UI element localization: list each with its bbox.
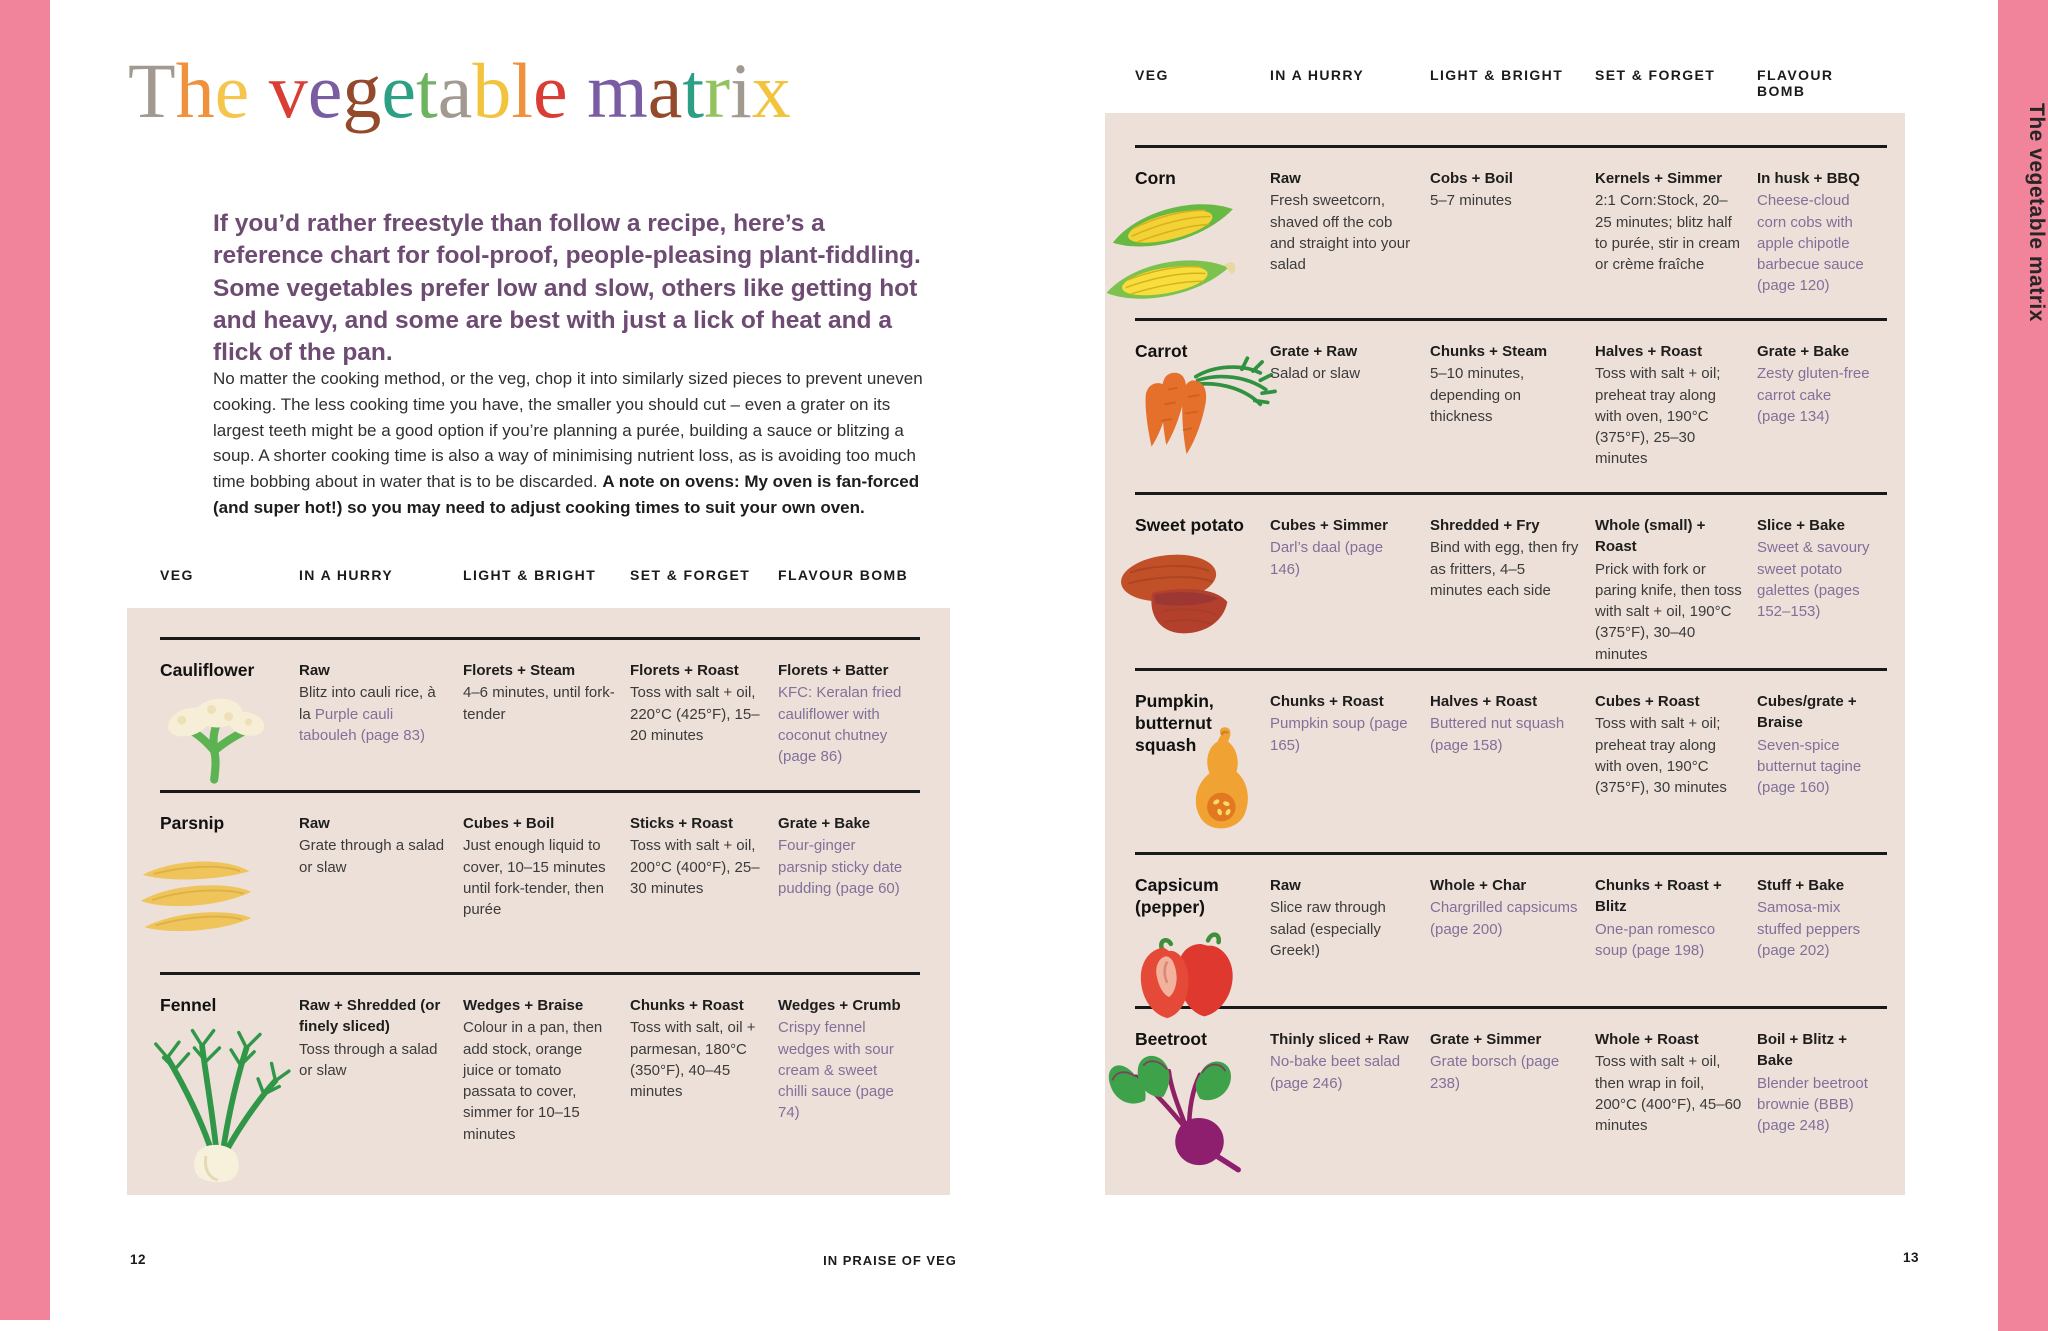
method-detail xyxy=(299,1039,449,1082)
method-label: Florets + Batter xyxy=(778,662,889,679)
veg-row-corn xyxy=(1135,145,1887,318)
method-cell xyxy=(1595,1029,1757,1195)
method-detail xyxy=(630,1017,764,1102)
cell-text: 5–10 minutes, depending on thickness xyxy=(1430,365,1525,425)
corn-illustration xyxy=(1107,194,1256,307)
method-label: Whole + Roast xyxy=(1595,1031,1699,1048)
method-label: Grate + Bake xyxy=(1757,343,1850,360)
left-spine-band xyxy=(0,0,50,1320)
method-label: Florets + Steam xyxy=(463,662,576,679)
method-cell xyxy=(630,995,778,1195)
oven-note-text: A note on ovens: My oven is fan-forced (and super hot!) so you may need to adjust cooking times to suit your own oven. xyxy=(213,472,920,518)
vertical-spread-title: The vegetable matrix xyxy=(2025,102,2048,322)
recipe-link[interactable]: Four-ginger parsnip sticky date pudding (page 60) xyxy=(778,837,903,897)
method-detail xyxy=(1595,1051,1743,1136)
method-detail xyxy=(1430,1051,1581,1094)
method-cell xyxy=(1430,691,1595,852)
column-header-in-a-hurry: IN A HURRY xyxy=(299,567,394,583)
method-label: Cubes + Roast xyxy=(1595,693,1700,710)
method-cell xyxy=(1270,341,1430,492)
method-detail xyxy=(1757,897,1873,961)
cell-text: Blitz into cauli rice, à la xyxy=(299,684,436,723)
method-cell xyxy=(1270,1029,1430,1195)
veg-row-parsnip xyxy=(160,790,920,972)
veg-name: Cauliflower xyxy=(160,660,255,680)
method-detail xyxy=(630,682,764,746)
body-text: No matter the cooking method, or the veg, chop it into similarly sized pieces to prevent uneven cooking. The less cooking time you have, the smaller you should cut – even a grater on its largest teeth might be a good option if you’re planning a purée, building a sauce or blitzing a soup. A shorter cooking time is also a way of minimising nutrient loss, as is avoiding too much time bobbing about in water that is to be discarded. xyxy=(213,369,923,492)
method-cell xyxy=(630,660,778,790)
method-label: Slice + Bake xyxy=(1757,517,1845,534)
left-page-number: 12 xyxy=(130,1252,147,1267)
method-detail xyxy=(1430,363,1581,427)
method-label: Whole (small) + Roast xyxy=(1595,517,1706,556)
recipe-link[interactable]: Chargrilled capsicums (page 200) xyxy=(1430,899,1578,938)
method-cell xyxy=(1595,875,1757,1027)
method-cell xyxy=(778,813,920,972)
method-detail xyxy=(1757,1073,1873,1137)
cell-text: Toss with salt + oil, then wrap in foil, 200°C (400°F), 45–60 minutes xyxy=(1595,1053,1742,1135)
veg-cell xyxy=(1135,691,1270,852)
method-cell xyxy=(1757,168,1887,318)
method-detail xyxy=(1270,537,1416,580)
veg-name: Corn xyxy=(1135,168,1176,188)
method-detail xyxy=(1270,363,1416,384)
veg-row-pumpkin-butternut-squash xyxy=(1135,668,1887,852)
cell-text: Grate through a salad or slaw xyxy=(299,837,445,876)
column-header-light-bright: LIGHT & BRIGHT xyxy=(1430,67,1564,83)
recipe-link[interactable]: Samosa-mix stuffed peppers (page 202) xyxy=(1757,899,1861,959)
method-detail xyxy=(1270,190,1416,275)
method-detail xyxy=(1757,190,1873,296)
method-label: Grate + Bake xyxy=(778,815,871,832)
method-label: Raw xyxy=(1270,170,1301,187)
method-detail xyxy=(299,835,449,878)
method-cell xyxy=(1270,515,1430,668)
method-label: Halves + Roast xyxy=(1595,343,1703,360)
method-detail xyxy=(1595,919,1743,962)
method-label: Boil + Blitz + Bake xyxy=(1757,1031,1848,1070)
recipe-link[interactable]: Pumpkin soup (page 165) xyxy=(1270,715,1408,754)
left-table xyxy=(127,608,950,1195)
recipe-link[interactable]: Seven-spice butternut tagine (page 160) xyxy=(1757,736,1862,797)
veg-cell xyxy=(1135,1029,1270,1195)
method-cell xyxy=(1430,168,1595,318)
left-table-header xyxy=(160,567,920,583)
cell-text: Salad or slaw xyxy=(1270,365,1361,383)
method-label: Thinly sliced + Raw xyxy=(1270,1031,1409,1048)
recipe-link[interactable]: Crispy fennel wedges with sour cream & sweet chilli sauce (page 74) xyxy=(778,1019,894,1122)
column-header-set-forget: SET & FORGET xyxy=(630,567,751,583)
method-detail xyxy=(1595,559,1743,665)
method-cell xyxy=(463,660,630,790)
recipe-link[interactable]: Buttered nut squash (page 158) xyxy=(1430,715,1565,754)
method-detail xyxy=(1430,537,1581,601)
method-cell xyxy=(299,995,463,1195)
fennel-illustration xyxy=(146,1019,285,1183)
veg-cell xyxy=(160,660,299,790)
right-page-number: 13 xyxy=(1903,1250,1920,1265)
method-cell xyxy=(778,995,920,1195)
method-label: Stuff + Bake xyxy=(1757,877,1845,894)
method-cell xyxy=(1430,515,1595,668)
right-table xyxy=(1105,113,1905,1195)
method-label: Kernels + Simmer xyxy=(1595,170,1723,187)
veg-name: Sweet potato xyxy=(1135,515,1244,535)
right-table-header xyxy=(1135,67,1887,99)
method-detail xyxy=(778,835,906,899)
method-label: Chunks + Roast xyxy=(1270,693,1384,710)
method-cell xyxy=(1595,515,1757,668)
cell-text: Colour in a pan, then add stock, orange juice or tomato passata to cover, simmer for 10–15 minutes xyxy=(463,1019,603,1143)
veg-row-sweet-potato xyxy=(1135,492,1887,668)
method-detail xyxy=(1595,363,1743,469)
recipe-link[interactable]: No-bake beet salad (page 246) xyxy=(1270,1053,1401,1092)
method-label: Chunks + Roast xyxy=(630,997,744,1014)
cell-text: Toss through a salad or slaw xyxy=(299,1040,438,1079)
recipe-link[interactable]: Sweet & savoury sweet potato galettes (pages 152–153) xyxy=(1757,539,1870,621)
method-cell xyxy=(1270,691,1430,852)
method-label: Chunks + Steam xyxy=(1430,343,1548,360)
column-header-in-a-hurry: IN A HURRY xyxy=(1270,67,1365,83)
method-cell xyxy=(1270,875,1430,1027)
cell-text: Toss with salt + oil, 200°C (400°F), 25–30 minutes xyxy=(630,837,760,897)
method-cell xyxy=(1757,515,1887,668)
veg-name: Parsnip xyxy=(160,813,225,833)
method-label: In husk + BBQ xyxy=(1757,170,1860,187)
book-title: IN PRAISE OF VEG xyxy=(823,1253,957,1268)
recipe-link[interactable]: Zesty gluten-free carrot cake (page 134) xyxy=(1757,365,1870,425)
parsnip-illustration xyxy=(135,843,285,946)
veg-name: Beetroot xyxy=(1135,1029,1207,1049)
method-cell xyxy=(1757,875,1887,1027)
veg-cell xyxy=(1135,341,1270,492)
cell-text: Toss with salt + oil; preheat tray along with oven, 190°C (375°F), 25–30 minutes xyxy=(1595,365,1721,468)
recipe-link[interactable]: KFC: Keralan fried cauliflower with coconut chutney (page 86) xyxy=(778,684,902,766)
method-label: Whole + Char xyxy=(1430,877,1527,894)
method-cell xyxy=(1430,341,1595,492)
veg-cell xyxy=(1135,875,1270,1027)
method-detail xyxy=(778,682,906,767)
intro-paragraph: If you’d rather freestyle than follow a recipe, here’s a reference chart for fool-proof, people-pleasing plant-fiddling. Some vegetables prefer low and slow, others like getting hot and heavy, and some are best with just a lick of heat and a flick of the pan. xyxy=(213,210,921,367)
method-label: Wedges + Braise xyxy=(463,997,584,1014)
method-detail xyxy=(1430,897,1581,940)
cell-text: 5–7 minutes xyxy=(1430,192,1512,210)
method-cell xyxy=(630,813,778,972)
method-label: Sticks + Roast xyxy=(630,815,733,832)
method-cell xyxy=(1757,1029,1887,1195)
method-cell xyxy=(299,660,463,790)
veg-name: Pumpkin, butternut squash xyxy=(1135,691,1214,755)
cauliflower-illustration xyxy=(162,686,285,785)
cell-text: Slice raw through salad (especially Greek!) xyxy=(1270,899,1386,959)
method-detail xyxy=(463,835,616,920)
method-label: Cubes/grate + Braise xyxy=(1757,693,1857,732)
page-title: The vegetable matrix xyxy=(128,47,791,134)
method-label: Raw xyxy=(299,662,330,679)
method-label: Cubes + Simmer xyxy=(1270,517,1388,534)
column-header-flavour-bomb: FLAVOUR BOMB xyxy=(1757,67,1834,99)
cell-text: Bind with egg, then fry as fritters, 4–5 minutes each side xyxy=(1430,539,1579,599)
veg-row-capsicum xyxy=(1135,852,1887,1006)
cell-text: Prick with fork or paring knife, then toss with salt + oil, 190°C (375°F), 30–40 minutes xyxy=(1595,560,1742,663)
method-detail xyxy=(1270,897,1416,961)
method-detail xyxy=(1757,537,1873,622)
method-detail xyxy=(463,1017,616,1145)
method-cell xyxy=(463,995,630,1195)
method-cell xyxy=(1270,168,1430,318)
method-detail xyxy=(463,682,616,725)
cell-text: Toss with salt + oil, 220°C (425°F), 15–20 minutes xyxy=(630,684,760,744)
method-detail xyxy=(1595,713,1743,798)
method-detail xyxy=(1757,735,1873,799)
cell-text: 4–6 minutes, until fork-tender xyxy=(463,684,615,723)
method-label: Florets + Roast xyxy=(630,662,739,679)
veg-row-beetroot xyxy=(1135,1006,1887,1195)
veg-row-carrot xyxy=(1135,318,1887,492)
column-header-veg: VEG xyxy=(160,567,194,583)
method-label: Shredded + Fry xyxy=(1430,517,1540,534)
method-detail xyxy=(1430,190,1581,211)
method-label: Raw + Shredded (or finely sliced) xyxy=(299,997,441,1036)
cell-text: Fresh sweetcorn, shaved off the cob and straight into your salad xyxy=(1270,192,1411,274)
cell-text: Just enough liquid to cover, 10–15 minutes until fork-tender, then purée xyxy=(463,837,606,919)
method-detail xyxy=(1430,713,1581,756)
cell-text: 2:1 Corn:Stock, 20–25 minutes; blitz half to purée, stir in cream or crème fraîche xyxy=(1595,192,1741,274)
veg-name: Carrot xyxy=(1135,341,1188,361)
column-header-flavour-bomb: FLAVOUR BOMB xyxy=(778,567,909,583)
method-label: Cobs + Boil xyxy=(1430,170,1513,187)
method-cell xyxy=(1430,875,1595,1027)
method-detail xyxy=(1270,713,1416,756)
method-label: Chunks + Roast + Blitz xyxy=(1595,877,1722,916)
veg-cell xyxy=(160,995,299,1195)
method-cell xyxy=(778,660,920,790)
method-detail xyxy=(1270,1051,1416,1094)
butternut-squash-illustration xyxy=(1181,723,1256,849)
column-header-light-bright: LIGHT & BRIGHT xyxy=(463,567,597,583)
veg-name: Fennel xyxy=(160,995,217,1015)
method-label: Raw xyxy=(1270,877,1301,894)
method-cell xyxy=(1595,341,1757,492)
veg-cell xyxy=(160,813,299,972)
method-label: Raw xyxy=(299,815,330,832)
method-cell xyxy=(1595,691,1757,852)
method-cell xyxy=(1595,168,1757,318)
column-header-veg: VEG xyxy=(1135,67,1169,83)
recipe-link[interactable]: Grate borsch (page 238) xyxy=(1430,1053,1560,1092)
method-detail xyxy=(299,682,449,746)
method-detail xyxy=(778,1017,906,1123)
veg-row-cauliflower xyxy=(160,637,920,790)
column-header-set-forget: SET & FORGET xyxy=(1595,67,1716,83)
veg-name: Capsicum (pepper) xyxy=(1135,875,1219,917)
veg-cell xyxy=(1135,515,1270,668)
veg-row-fennel xyxy=(160,972,920,1195)
capsicum-illustration xyxy=(1123,921,1256,1027)
method-cell xyxy=(463,813,630,972)
method-cell xyxy=(299,813,463,972)
method-detail xyxy=(630,835,764,899)
method-detail xyxy=(1595,190,1743,275)
recipe-link[interactable]: Purple cauli tabouleh (page 83) xyxy=(299,705,425,744)
recipe-link[interactable]: Blender beetroot brownie (BBB) (page 248) xyxy=(1757,1074,1868,1135)
sweet-potato-illustration xyxy=(1115,545,1256,646)
method-detail xyxy=(1757,363,1873,427)
method-label: Cubes + Boil xyxy=(463,815,555,832)
method-cell xyxy=(1757,341,1887,492)
cell-text: Toss with salt + oil; preheat tray along with oven, 190°C (375°F), 30 minutes xyxy=(1595,715,1727,797)
carrot-illustration xyxy=(1131,349,1256,478)
beetroot-illustration xyxy=(1105,1051,1256,1179)
method-cell xyxy=(1757,691,1887,852)
method-cell xyxy=(1430,1029,1595,1195)
body-paragraph xyxy=(213,366,943,521)
method-label: Grate + Simmer xyxy=(1430,1031,1542,1048)
method-label: Wedges + Crumb xyxy=(778,997,901,1014)
method-label: Grate + Raw xyxy=(1270,343,1358,360)
recipe-link[interactable]: One-pan romesco soup (page 198) xyxy=(1595,920,1716,959)
veg-cell xyxy=(1135,168,1270,318)
cell-text: Toss with salt, oil + parmesan, 180°C (350°F), 40–45 minutes xyxy=(630,1019,756,1101)
recipe-link[interactable]: Darl’s daal (page 146) xyxy=(1270,539,1384,578)
method-label: Halves + Roast xyxy=(1430,693,1538,710)
recipe-link[interactable]: Cheese-cloud corn cobs with apple chipotle barbecue sauce (page 120) xyxy=(1757,192,1864,295)
